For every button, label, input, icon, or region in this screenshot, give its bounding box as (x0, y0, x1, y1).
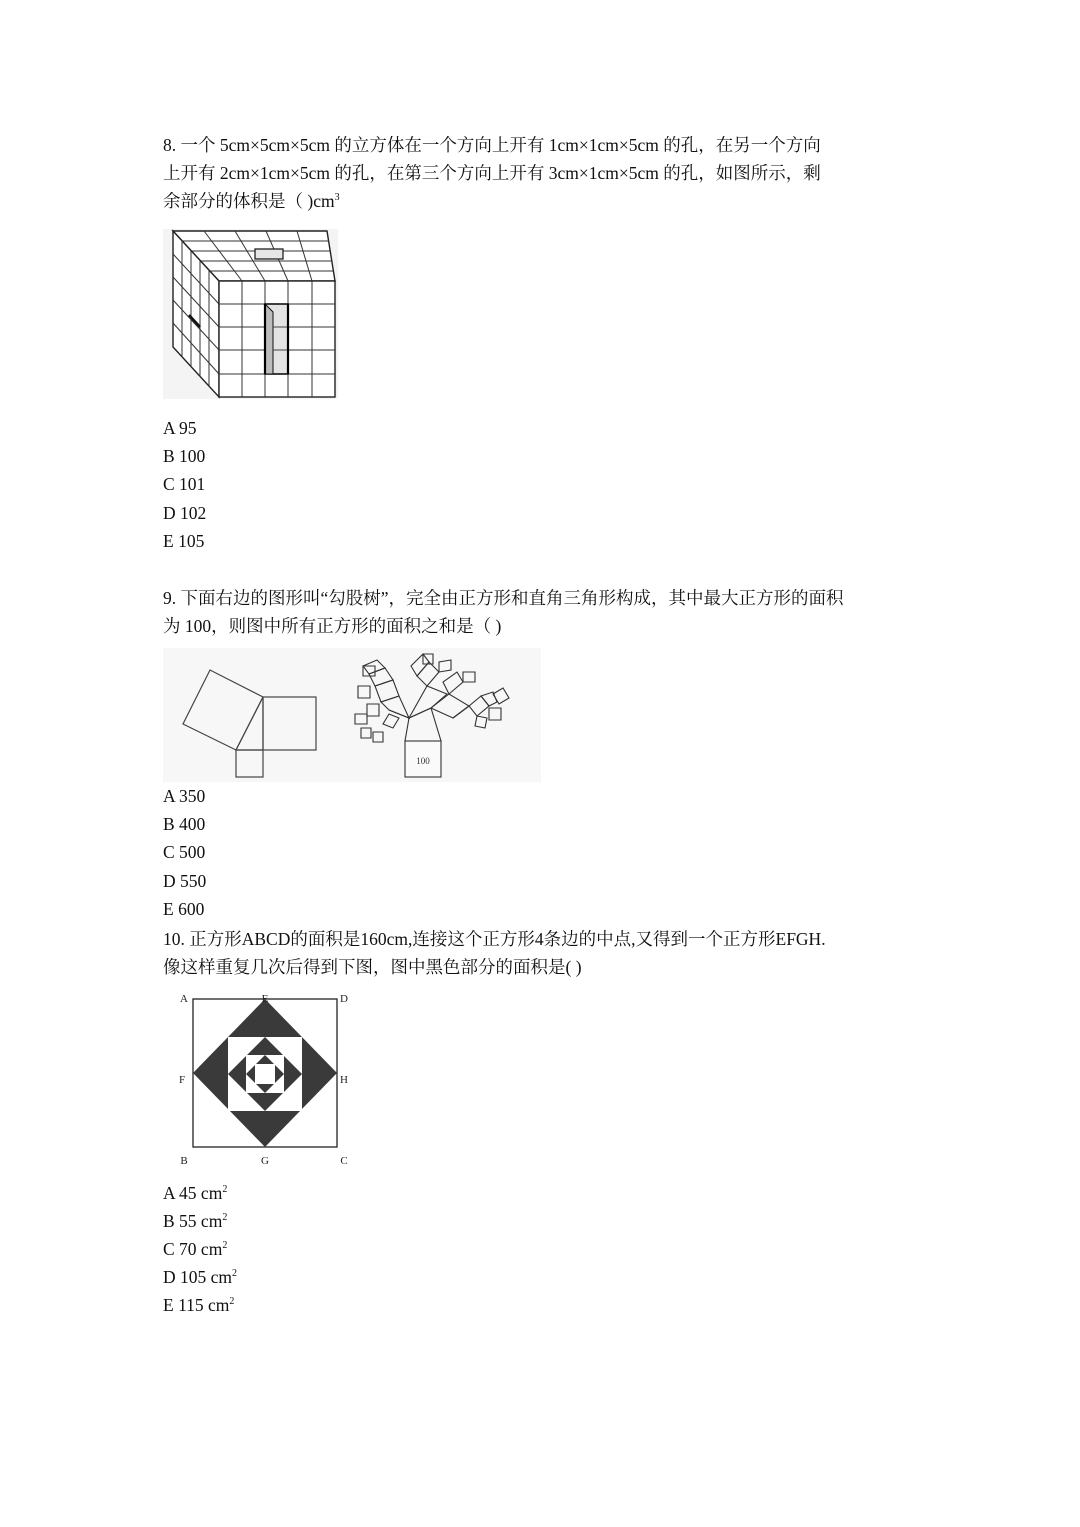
q10-label-g: G (261, 1155, 269, 1167)
q10-option-a (163, 1179, 227, 1207)
q10-option-c-sup: 2 (222, 1240, 228, 1251)
q10-text-line-2: 像这样重复几次后得到下图，图中黑色部分的面积是( ) (163, 957, 582, 977)
q8-text-line-3 (163, 187, 340, 215)
q9-option-c: C 500 (163, 842, 206, 862)
q10-option-d (163, 1263, 237, 1291)
q9-option-a: A 350 (163, 786, 206, 806)
q10-label-e: E (261, 993, 269, 1005)
q10-label-d: D (340, 993, 348, 1005)
q10-label-c: C (340, 1155, 348, 1167)
q10-option-b (163, 1207, 227, 1235)
q10-option-c-text: C 70 cm (163, 1239, 223, 1259)
q10-label-b: B (180, 1155, 188, 1167)
q8-option-e: E 105 (163, 531, 205, 551)
q8-option-c: C 101 (163, 474, 206, 494)
q10-option-e-sup: 2 (229, 1296, 235, 1307)
q9-option-d: D 550 (163, 871, 207, 891)
q10-option-a-text: A 45 cm (163, 1183, 223, 1203)
q8-cube-figure (163, 229, 338, 399)
q8-text-line-2: 上开有 2cm×1cm×5cm 的孔，在第三个方向上开有 3cm×1cm×5cm 的孔，如图所示，剩 (163, 163, 821, 183)
q10-label-h: H (340, 1074, 348, 1086)
q10-option-b-sup: 2 (222, 1212, 228, 1223)
q10-option-e-text: E 115 cm (163, 1295, 230, 1315)
q10-label-a: A (180, 993, 188, 1005)
q8-text-line-1: 8. 一个 5cm×5cm×5cm 的立方体在一个方向上开有 1cm×1cm×5cm 的孔，在另一个方向 (163, 135, 821, 155)
q10-text-line-1: 10. 正方形ABCD的面积是160cm,连接这个正方形4条边的中点,又得到一个正方形EFGH. (163, 929, 826, 949)
q10-option-a-sup: 2 (222, 1184, 228, 1195)
q9-text-line-1: 9. 下面右边的图形叫“勾股树”，完全由正方形和直角三角形构成，其中最大正方形的面积 (163, 588, 844, 608)
q9-largest-square-label: 100 (416, 756, 430, 766)
q8-text-line-3-body: 余部分的体积是（ )cm (163, 191, 335, 211)
q10-option-d-text: D 105 cm (163, 1267, 233, 1287)
q9-option-b: B 400 (163, 814, 206, 834)
q9-text-line-2: 为 100，则图中所有正方形的面积之和是（ ) (163, 616, 502, 636)
q10-nested-squares-figure (170, 988, 360, 1170)
q10-label-f: F (178, 1074, 186, 1086)
q10-option-e (163, 1291, 234, 1319)
q8-option-d: D 102 (163, 503, 207, 523)
q10-option-b-text: B 55 cm (163, 1211, 223, 1231)
q10-option-c (163, 1235, 227, 1263)
q9-option-e: E 600 (163, 899, 205, 919)
q8-option-b: B 100 (163, 446, 206, 466)
q8-unit-superscript: 3 (334, 192, 340, 203)
q10-option-d-sup: 2 (232, 1268, 238, 1279)
q9-pythagoras-tree-figure (163, 648, 541, 782)
q8-option-a: A 95 (163, 418, 197, 438)
